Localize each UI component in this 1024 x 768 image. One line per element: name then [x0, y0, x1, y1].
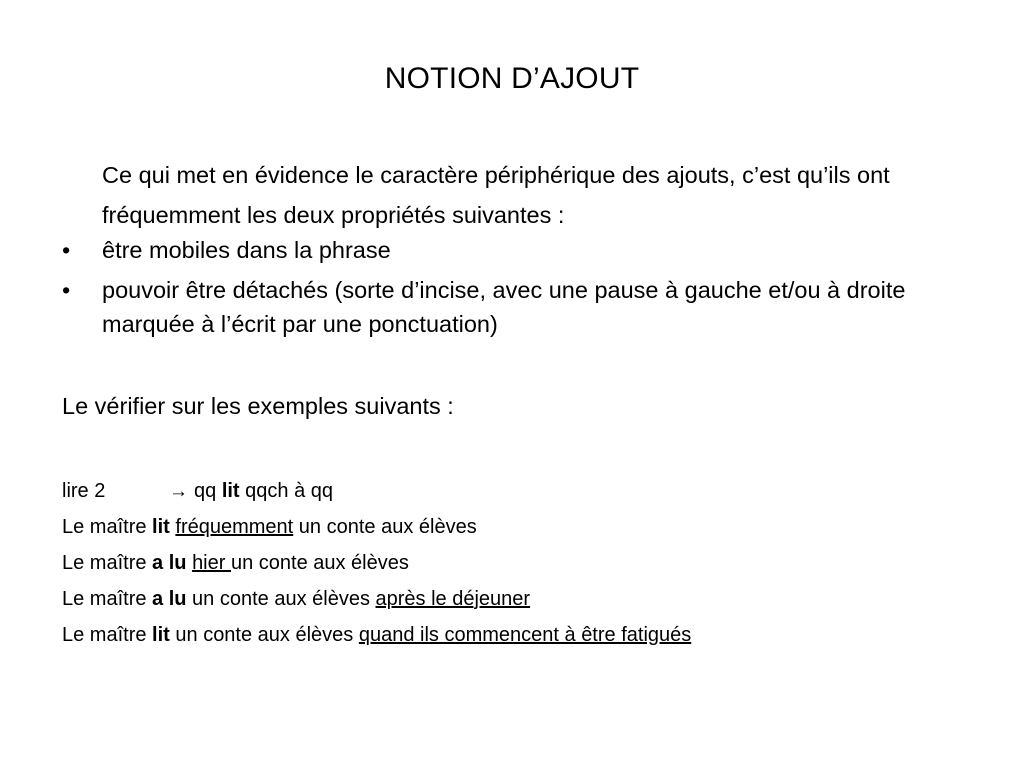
- intro-paragraph: Ce qui met en évidence le caractère périphérique des ajouts, c’est qu’ils ont fréquemment les deux propriétés suivantes :: [102, 162, 890, 228]
- bullet-item: [60, 273, 960, 341]
- bullet-text: être mobiles dans la phrase: [102, 237, 391, 263]
- example-verb: a lu: [152, 588, 187, 610]
- example-verb: lit: [152, 624, 170, 646]
- example-middle: un conte aux élèves: [186, 588, 376, 610]
- sense-pre: qq: [194, 480, 217, 502]
- example-rest: un conte aux élèves: [293, 516, 477, 538]
- example-subject: Le maître: [62, 516, 153, 538]
- example-sentence: [62, 618, 962, 654]
- example-adjunct: après le déjeuner: [375, 588, 531, 610]
- sense-line: [62, 474, 962, 510]
- example-sentence: [62, 510, 962, 546]
- example-verb: a lu: [152, 552, 187, 574]
- bullet-item: [60, 233, 960, 267]
- sense-verb: lit: [221, 480, 240, 502]
- example-adjunct: hier: [192, 552, 231, 574]
- bullet-marker: •: [62, 237, 71, 263]
- sense-label: lire 2: [62, 480, 106, 502]
- example-subject: Le maître: [62, 624, 153, 646]
- example-verb: lit: [152, 516, 170, 538]
- example-subject: Le maître: [62, 588, 153, 610]
- bullet-text: pouvoir être détachés (sorte d’incise, avec une pause à gauche et/ou à droite marquée à l’écrit par une ponctuation): [102, 277, 906, 337]
- arrow-right-icon: →: [169, 481, 188, 502]
- example-adjunct: quand ils commencent à être fatigués: [358, 624, 692, 646]
- example-sentence: [62, 582, 962, 618]
- bullet-marker: •: [62, 277, 71, 303]
- example-adjunct: fréquemment: [175, 516, 294, 538]
- sense-post: qqch à qq: [245, 480, 334, 502]
- example-rest: un conte aux élèves: [230, 552, 409, 574]
- bullet-list: [60, 233, 960, 347]
- example-middle: un conte aux élèves: [169, 624, 359, 646]
- example-sentence: [62, 546, 962, 582]
- example-subject: Le maître: [62, 552, 153, 574]
- slide-title: NOTION D’AJOUT: [384, 62, 640, 95]
- examples-block: [62, 474, 962, 654]
- verify-instruction: Le vérifier sur les exemples suivants :: [62, 393, 454, 419]
